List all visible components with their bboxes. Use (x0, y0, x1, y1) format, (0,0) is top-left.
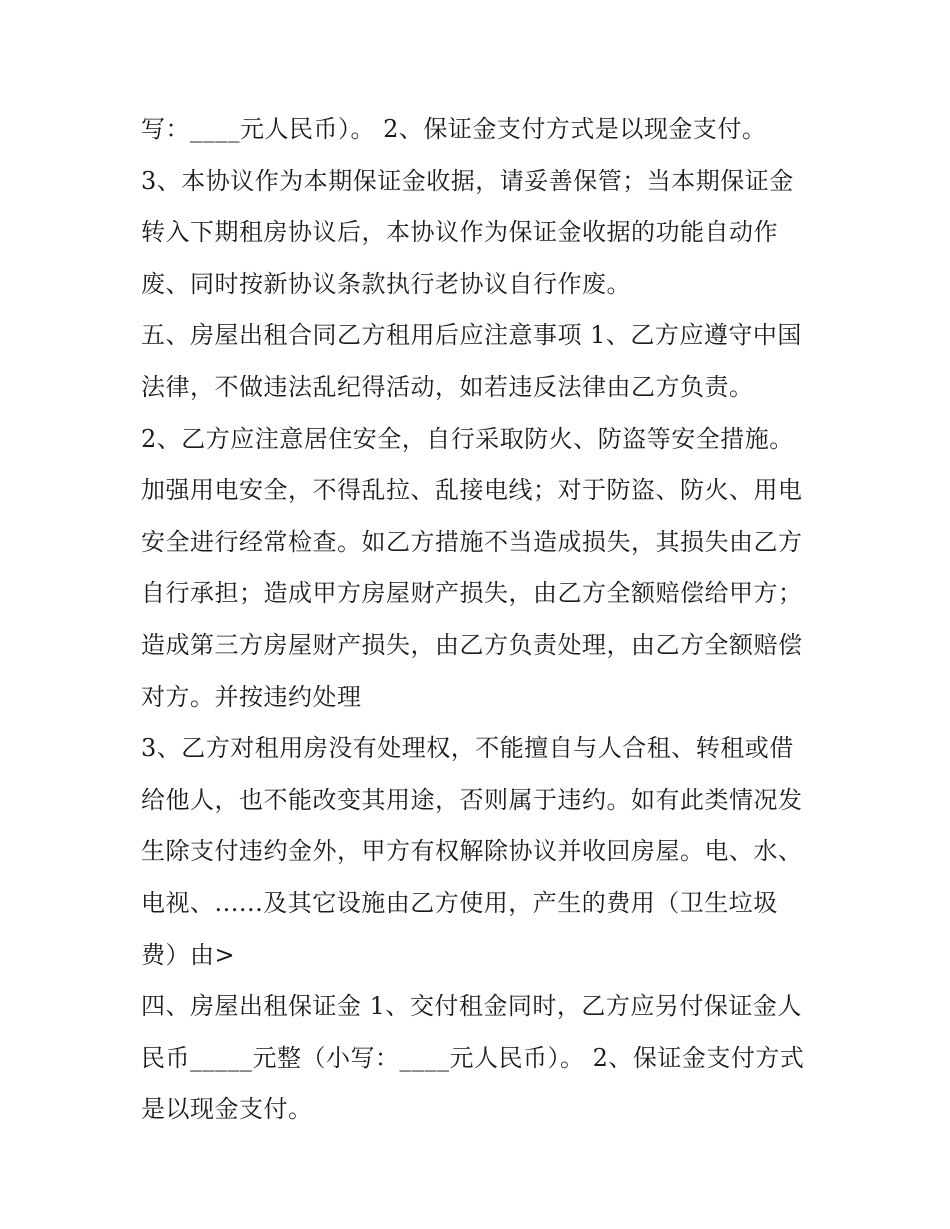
text-line: 费）由> (141, 940, 236, 969)
text-line: 安全进行经常检查。如乙方措施不当造成损失，其损失由乙方 (141, 527, 803, 556)
text-line: 法律，不做违法乱纪得活动，如若违反法律由乙方负责。 (141, 372, 754, 401)
text-line: 转入下期租房协议后，本协议作为保证金收据的功能自动作 (141, 218, 778, 247)
text-line: 对方。并按违约处理 (141, 682, 362, 711)
text-line: 民币_____元整（小写：____元人民币）。 2、保证金支付方式 (141, 1043, 805, 1072)
text-line: 自行承担；造成甲方房屋财产损失，由乙方全额赔偿给甲方； (141, 579, 803, 608)
text-line: 写：____元人民币）。 2、保证金支付方式是以现金支付。 (141, 115, 767, 143)
text-line: 2、乙方应注意居住安全，自行采取防火、防盗等安全措施。 (141, 424, 794, 453)
text-line: 四、房屋出租保证金 1、交付租金同时，乙方应另付保证金人 (141, 992, 802, 1021)
text-line: 造成第三方房屋财产损失，由乙方负责处理，由乙方全额赔偿 (141, 630, 803, 659)
text-line: 加强用电安全，不得乱拉、乱接电线；对于防盗、防火、用电 (141, 476, 803, 505)
text-line: 3、本协议作为本期保证金收据，请妥善保管；当本期保证金 (141, 166, 794, 195)
text-line: 生除支付违约金外，甲方有权解除协议并收回房屋。电、水、 (141, 837, 803, 866)
text-line: 是以现金支付。 (141, 1095, 313, 1124)
text-line: 电视、......及其它设施由乙方使用，产生的费用（卫生垃圾 (141, 888, 778, 917)
text-line: 废、同时按新协议条款执行老协议自行作废。 (141, 269, 631, 298)
text-line: 3、乙方对租用房没有处理权，不能擅自与人合租、转租或借 (141, 734, 794, 763)
document-body (141, 104, 821, 1136)
text-line: 五、房屋出租合同乙方租用后应注意事项 1、乙方应遵守中国 (141, 321, 802, 350)
text-line: 给他人，也不能改变其用途，否则属于违约。如有此类情况发 (141, 785, 803, 814)
